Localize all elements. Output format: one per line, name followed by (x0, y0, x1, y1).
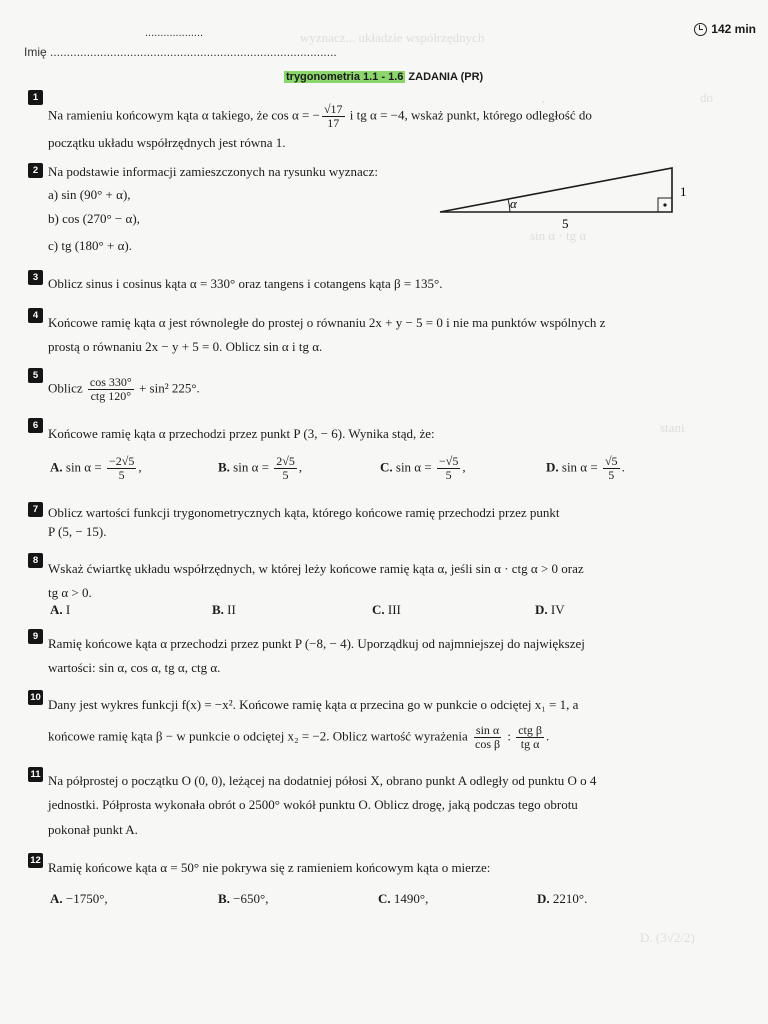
task-text: + sin² 225°. (138, 380, 200, 396)
fraction (437, 455, 460, 482)
horizontal-side-label: 5 (562, 216, 569, 231)
task-11-line-2: jednostki. Półprosta wykonała obrót o 2500° wokół punktu O. Oblicz drogę, jaką podczas tego obrotu (48, 797, 578, 812)
task-number-badge: 3 (28, 270, 43, 285)
task-7-line-1: Oblicz wartości funkcji trygonometrycznych kąta, którego końcowe ramię przechodzi przez punkt (48, 505, 560, 520)
task-8-option-b[interactable] (212, 602, 236, 618)
vertical-side-label: 1 (680, 184, 687, 199)
task-6-option-c[interactable] (380, 455, 466, 482)
option-label: D. (537, 891, 550, 906)
option-text: 1490°, (393, 891, 429, 906)
option-text: −1750°, (65, 891, 108, 906)
fraction (322, 103, 345, 130)
task-number-badge: 2 (28, 163, 43, 178)
fraction-denominator: 5 (282, 468, 289, 482)
task-number-badge: 5 (28, 368, 43, 383)
fraction (107, 455, 136, 482)
task-3-line-1: Oblicz sinus i cosinus kąta α = 330° oraz tangens i cotangens kąta β = 135°. (48, 276, 443, 291)
option-label: B. (218, 459, 230, 475)
clock-icon (694, 23, 707, 36)
right-angle-dot (663, 203, 666, 206)
option-text: −650°, (233, 891, 269, 906)
task-1-line-1 (48, 103, 592, 130)
task-text: Na ramieniu końcowym kąta α takiego, że cos α = − (48, 107, 320, 123)
task-number-badge: 1 (28, 90, 43, 105)
show-through-text: do (700, 90, 713, 105)
task-number-badge: 7 (28, 502, 43, 517)
task-text: Oblicz (48, 380, 83, 396)
task-6-option-a[interactable] (50, 455, 142, 482)
option-text: IV (550, 602, 565, 617)
show-through-text: wyznacz... układzie współrzędnych (300, 30, 485, 45)
fraction-numerator: sin α (475, 723, 500, 737)
option-text: III (387, 602, 401, 617)
show-through-text: · (540, 92, 546, 112)
task-6-option-b[interactable] (218, 455, 302, 482)
option-label: C. (378, 891, 391, 906)
task-5-line-1 (48, 376, 200, 403)
task-number-badge: 6 (28, 418, 43, 433)
task-9-line-1: Ramię końcowe kąta α przechodzi przez punkt P (−8, − 4). Uporządkuj od najmniejszej do największej (48, 636, 585, 651)
task-12-option-a[interactable] (50, 891, 108, 907)
task-number-badge: 11 (28, 767, 43, 782)
task-12-option-c[interactable] (378, 891, 428, 907)
fraction (516, 724, 544, 751)
task-number-badge: 4 (28, 308, 43, 323)
task-2-line-1: Na podstawie informacji zamieszczonych na rysunku wyznacz: (48, 164, 378, 179)
task-11-line-1: Na półprostej o początku O (0, 0), leżącej na dodatniej półosi X, obrano punkt A odległy od punktu O o 4 (48, 773, 597, 788)
fraction-denominator: ctg 120° (90, 389, 132, 403)
option-text: 2210°. (552, 891, 588, 906)
fraction-denominator: 17 (327, 116, 340, 130)
option-label: D. (535, 602, 548, 617)
task-number-badge: 9 (28, 629, 43, 644)
task-6-option-d[interactable] (546, 455, 625, 482)
task-8-line-2: tg α > 0. (48, 585, 92, 600)
task-text: . (546, 728, 550, 744)
show-through-text: D. (3√2/2) (640, 930, 695, 945)
task-10-line-1: Dany jest wykres funkcji f(x) = −x². Końcowe ramię kąta α przecina go w punkcie o odciętej x₁ = 1, a (48, 697, 579, 712)
right-triangle-diagram (436, 162, 706, 234)
fraction-denominator: tg α (520, 737, 540, 751)
fraction-numerator: √5 (604, 454, 618, 468)
option-label: B. (218, 891, 230, 906)
task-8-option-d[interactable] (535, 602, 565, 618)
task-6-line-1: Końcowe ramię kąta α przechodzi przez punkt P (3, − 6). Wynika stąd, że: (48, 426, 435, 441)
option-text: sin α = (561, 459, 601, 475)
name-dots: ...................................................................................... (50, 45, 337, 59)
option-label: A. (50, 602, 63, 617)
option-text: , (298, 459, 303, 475)
task-number-badge: 12 (28, 853, 43, 868)
fraction (603, 455, 620, 482)
task-2-c: c) tg (180° + α). (48, 238, 132, 253)
fraction-denominator: 5 (608, 468, 615, 482)
worksheet-title (284, 71, 483, 83)
fraction (473, 724, 502, 751)
task-number-badge: 8 (28, 553, 43, 568)
option-label: A. (50, 891, 63, 906)
option-label: B. (212, 602, 224, 617)
fraction (88, 376, 134, 403)
top-dots: ................... (145, 27, 204, 39)
task-text: i tg α = −4, wskaż punkt, którego odległość do (346, 107, 592, 123)
option-text: . (621, 459, 625, 475)
task-1-line-2: początku układu współrzędnych jest równa 1. (48, 135, 286, 150)
task-11-line-3: pokonał punkt A. (48, 822, 138, 837)
option-text: sin α = (65, 459, 105, 475)
option-text: II (227, 602, 236, 617)
name-line[interactable] (24, 45, 337, 59)
task-8-option-a[interactable] (50, 602, 70, 618)
fraction-numerator: √17 (323, 102, 343, 116)
fraction (274, 455, 297, 482)
option-label: C. (380, 459, 393, 475)
fraction-numerator: −√5 (438, 454, 459, 468)
fraction-denominator: 5 (118, 468, 125, 482)
option-label: C. (372, 602, 385, 617)
angle-label: α (510, 196, 517, 211)
task-4-line-1: Końcowe ramię kąta α jest równoległe do prostej o równaniu 2x + y − 5 = 0 i nie ma punktów wspólnych z (48, 315, 606, 330)
triangle-shape (440, 168, 672, 212)
show-through-text: stani (660, 420, 685, 435)
option-text: sin α = (395, 459, 435, 475)
task-8-line-1: Wskaż ćwiartkę układu współrzędnych, w której leży końcowe ramię kąta α, jeśli sin α · ctg α > 0 oraz (48, 561, 584, 576)
show-through-text: sin α · tg α (530, 228, 587, 243)
fraction-numerator: 2√5 (276, 454, 295, 468)
task-text: końcowe ramię kąta β − w punkcie o odciętej x₂ = −2. Oblicz wartość wyrażenia (48, 728, 468, 744)
option-label: A. (50, 459, 63, 475)
task-12-option-d[interactable] (537, 891, 587, 907)
task-8-option-c[interactable] (372, 602, 401, 618)
task-7-line-2: P (5, − 15). (48, 524, 107, 539)
task-12-line-1: Ramię końcowe kąta α = 50° nie pokrywa się z ramieniem końcowym kąta o mierze: (48, 860, 491, 875)
time-indicator (694, 22, 756, 36)
option-text: I (65, 602, 71, 617)
fraction-numerator: ctg β (518, 723, 542, 737)
topic-highlight: trygonometria 1.1 - 1.6 (286, 71, 404, 83)
fraction-denominator: cos β (475, 737, 501, 751)
fraction-denominator: 5 (445, 468, 452, 482)
option-label: D. (546, 459, 559, 475)
option-text: , (138, 459, 142, 475)
fraction-numerator: cos 330° (89, 375, 132, 389)
option-text: , (462, 459, 466, 475)
name-label: Imię (24, 45, 47, 59)
task-12-option-b[interactable] (218, 891, 268, 907)
task-2-b: b) cos (270° − α), (48, 211, 140, 226)
task-10-line-2 (48, 724, 549, 751)
task-4-line-2: prostą o równaniu 2x − y + 5 = 0. Oblicz sin α i tg α. (48, 339, 323, 354)
fraction-numerator: −2√5 (108, 454, 135, 468)
time-value: 142 min (711, 22, 756, 36)
option-text: sin α = (233, 459, 273, 475)
task-9-line-2: wartości: sin α, cos α, tg α, ctg α. (48, 660, 221, 675)
task-text: : (507, 728, 511, 744)
task-2-a: a) sin (90° + α), (48, 187, 131, 202)
topic-rest: ZADANIA (PR) (405, 71, 484, 83)
task-number-badge: 10 (28, 690, 43, 705)
